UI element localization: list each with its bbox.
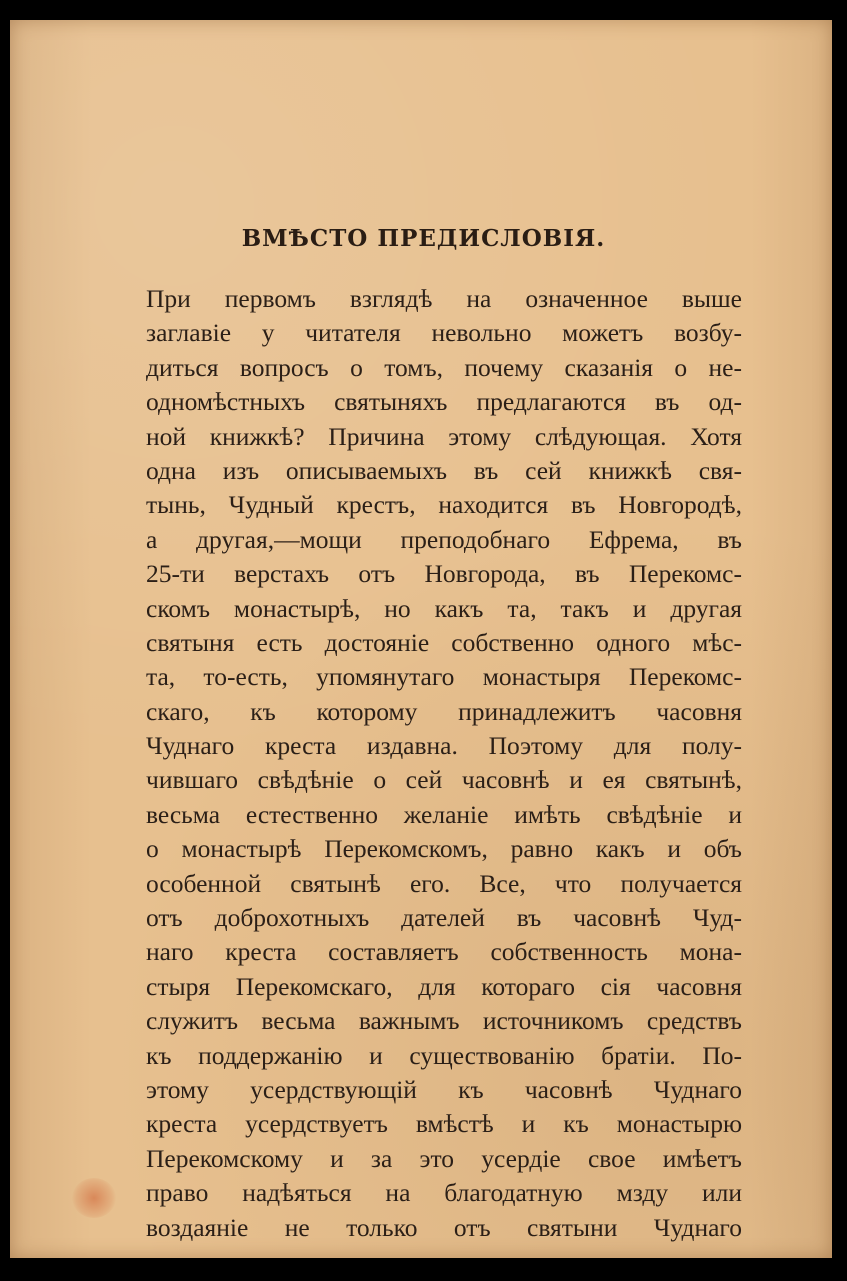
- text-line: право надѣяться на благодатную мзду или: [146, 1178, 742, 1208]
- text-line: святыня есть достояніе собственно одного мѣс-: [146, 627, 742, 657]
- text-line: креста усердствуетъ вмѣстѣ и къ монастырю: [146, 1109, 742, 1139]
- text-line: воздаяніе не только отъ святыни Чуднаго: [146, 1212, 742, 1242]
- text-line: этому усердствующій къ часовнѣ Чуднаго: [146, 1074, 742, 1104]
- text-line: скомъ монастырѣ, но какъ та, такъ и другая: [146, 593, 742, 623]
- text-line: та, то-есть, упомянутаго монастыря Перекомс-: [146, 662, 742, 692]
- text-line: стыря Перекомскаго, для котораго сія часовня: [146, 971, 742, 1001]
- text-line: чившаго свѣдѣніе о сей часовнѣ и ея святынѣ,: [146, 765, 742, 795]
- text-line: диться вопросъ о томъ, почему сказанія о не-: [146, 352, 742, 382]
- text-line: а другая,—мощи преподобнаго Ефрема, въ: [146, 524, 742, 554]
- text-line: наго креста составляетъ собственность мона-: [146, 937, 742, 967]
- text-line: одномѣстныхъ святыняхъ предлагаются въ од-: [146, 387, 742, 417]
- text-line: одна изъ описываемыхъ въ сей книжкѣ свя-: [146, 455, 742, 485]
- text-line: Перекомскому и за это усердіе свое имѣетъ: [146, 1143, 742, 1173]
- text-line: о монастырѣ Перекомскомъ, равно какъ и объ: [146, 834, 742, 864]
- text-line: тынь, Чудный крестъ, находится въ Новгородѣ,: [146, 490, 742, 520]
- page-title: ВМѢСТО ПРЕДИСЛОВІЯ.: [241, 225, 606, 252]
- text-line: къ поддержанію и существованію братіи. По-: [146, 1040, 742, 1070]
- paper-stain: [72, 1178, 116, 1218]
- text-line: особенной святынѣ его. Все, что получается: [146, 868, 742, 898]
- text-line: отъ доброхотныхъ дателей въ часовнѣ Чуд-: [146, 903, 742, 933]
- body-text: [146, 282, 742, 1245]
- text-line: заглавіе у читателя невольно можетъ возбу-: [146, 318, 742, 348]
- text-line: При первомъ взглядѣ на означенное выше: [146, 284, 742, 313]
- text-line: ной книжкѣ? Причина этому слѣдующая. Хотя: [146, 421, 742, 451]
- text-line: весьма естественно желаніе имѣть свѣдѣніе и: [146, 799, 742, 829]
- text-line: Чуднаго креста издавна. Поэтому для полу-: [146, 731, 742, 761]
- text-line: служитъ весьма важнымъ источникомъ средствъ: [146, 1006, 742, 1036]
- text-line: скаго, къ которому принадлежитъ часовня: [146, 696, 742, 726]
- text-line: 25-ти верстахъ отъ Новгорода, въ Перекомс-: [146, 559, 742, 589]
